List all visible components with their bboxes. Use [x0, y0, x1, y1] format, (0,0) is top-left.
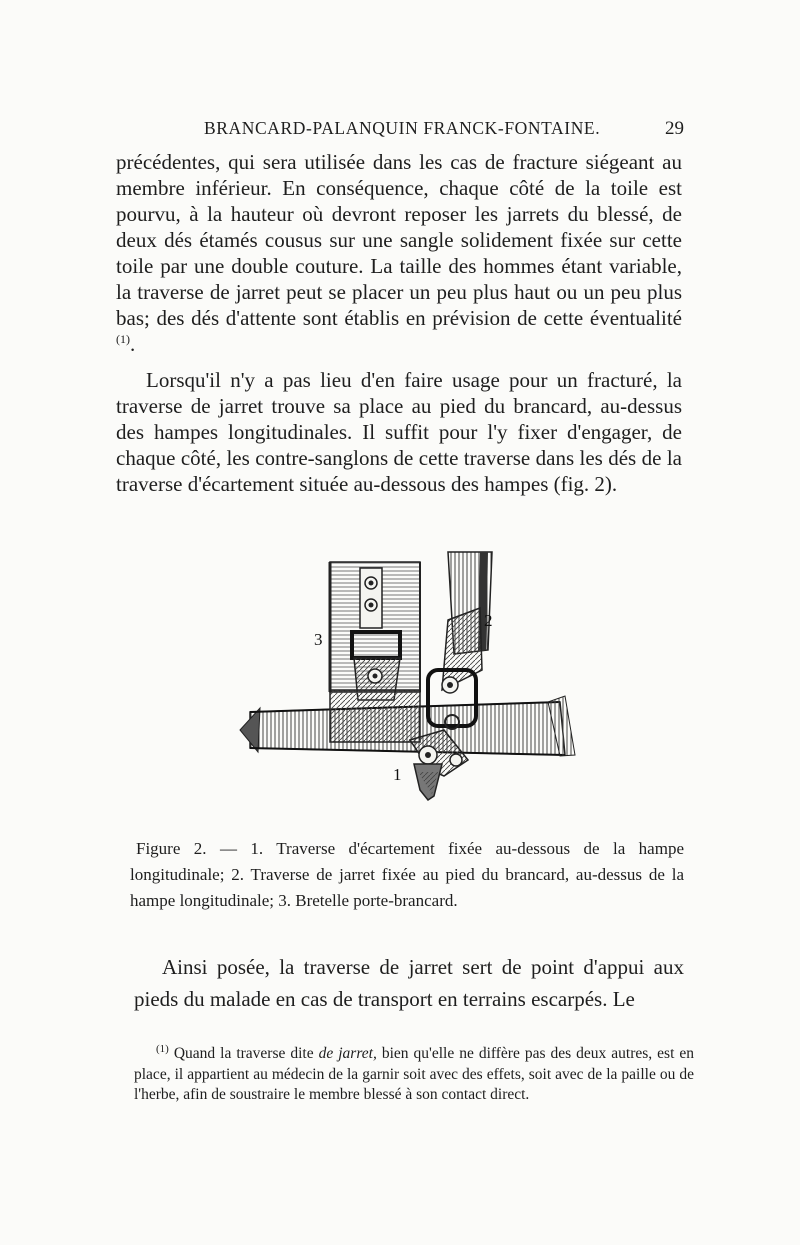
running-title: BRANCARD-PALANQUIN FRANCK-FONTAINE.: [204, 118, 601, 138]
stretcher-engraving: [230, 550, 580, 810]
pole-wrap: [330, 690, 420, 742]
strap-2: [428, 552, 492, 729]
footnote-reference: (1): [116, 332, 130, 346]
footnote-italic: de jarret,: [318, 1045, 377, 1062]
figure-illustration: [230, 550, 580, 810]
paragraph-1: [116, 149, 682, 357]
page-number: 29: [665, 118, 684, 139]
paragraph-3: Ainsi posée, la traverse de jarret sert de point d'appui aux pieds du malade en cas de transport en terrains escarpés. Le: [134, 955, 684, 1011]
label-3: 3: [314, 630, 323, 649]
label-1: 1: [393, 765, 402, 784]
paragraph-1-end: .: [130, 332, 136, 356]
footnote-text-after: bien qu'elle ne diffère pas des deux autres, est en place, il appartient au médecin de la garnir soit avec des effets, soit avec de la paille ou de l'herbe, afin de soustraire le membre blessé à son contact direct.: [134, 1045, 695, 1103]
strap-3: [330, 562, 420, 700]
paragraph-2: Lorsqu'il n'y a pas lieu d'en faire usage pour un fracturé, la traverse de jarret trouve sa place au pied du brancard, au-dessus des hampes longitudinales. Il suffit pour l'y fixer d'engager, de chaque côté, les contre-sanglons de cette traverse dans les dés de la traverse d'écartement située au-dessous des hampes (fig. 2).: [116, 368, 682, 496]
footnote-text-before: Quand la traverse dite: [173, 1045, 314, 1062]
footnote: [134, 1044, 694, 1106]
label-2: 2: [484, 611, 493, 630]
figure-caption: Figure 2. — 1. Traverse d'écartement fixée au-dessous de la hampe longitudinale; 2. Traverse de jarret fixée au pied du brancard, au-dessus de la hampe longitudinale; 3. Bretelle porte-brancard.: [130, 839, 684, 910]
footnote-mark: (1): [156, 1042, 169, 1055]
page-header: [138, 118, 684, 144]
paragraph-1-text: précédentes, qui sera utilisée dans les cas de fracture siégeant au membre inférieur. En conséquence, chaque côté de la toile est pourvu, à la hauteur où devront reposer les jarrets du blessé, de deux dés étamés cousus sur une sangle solidement fixée sur cette toile par une double couture. La taille des hommes étant variable, la traverse de jarret peut se placer un peu plus haut ou un peu plus bas; des dés d'attente sont établis en prévision de cette éventualité: [116, 150, 682, 330]
